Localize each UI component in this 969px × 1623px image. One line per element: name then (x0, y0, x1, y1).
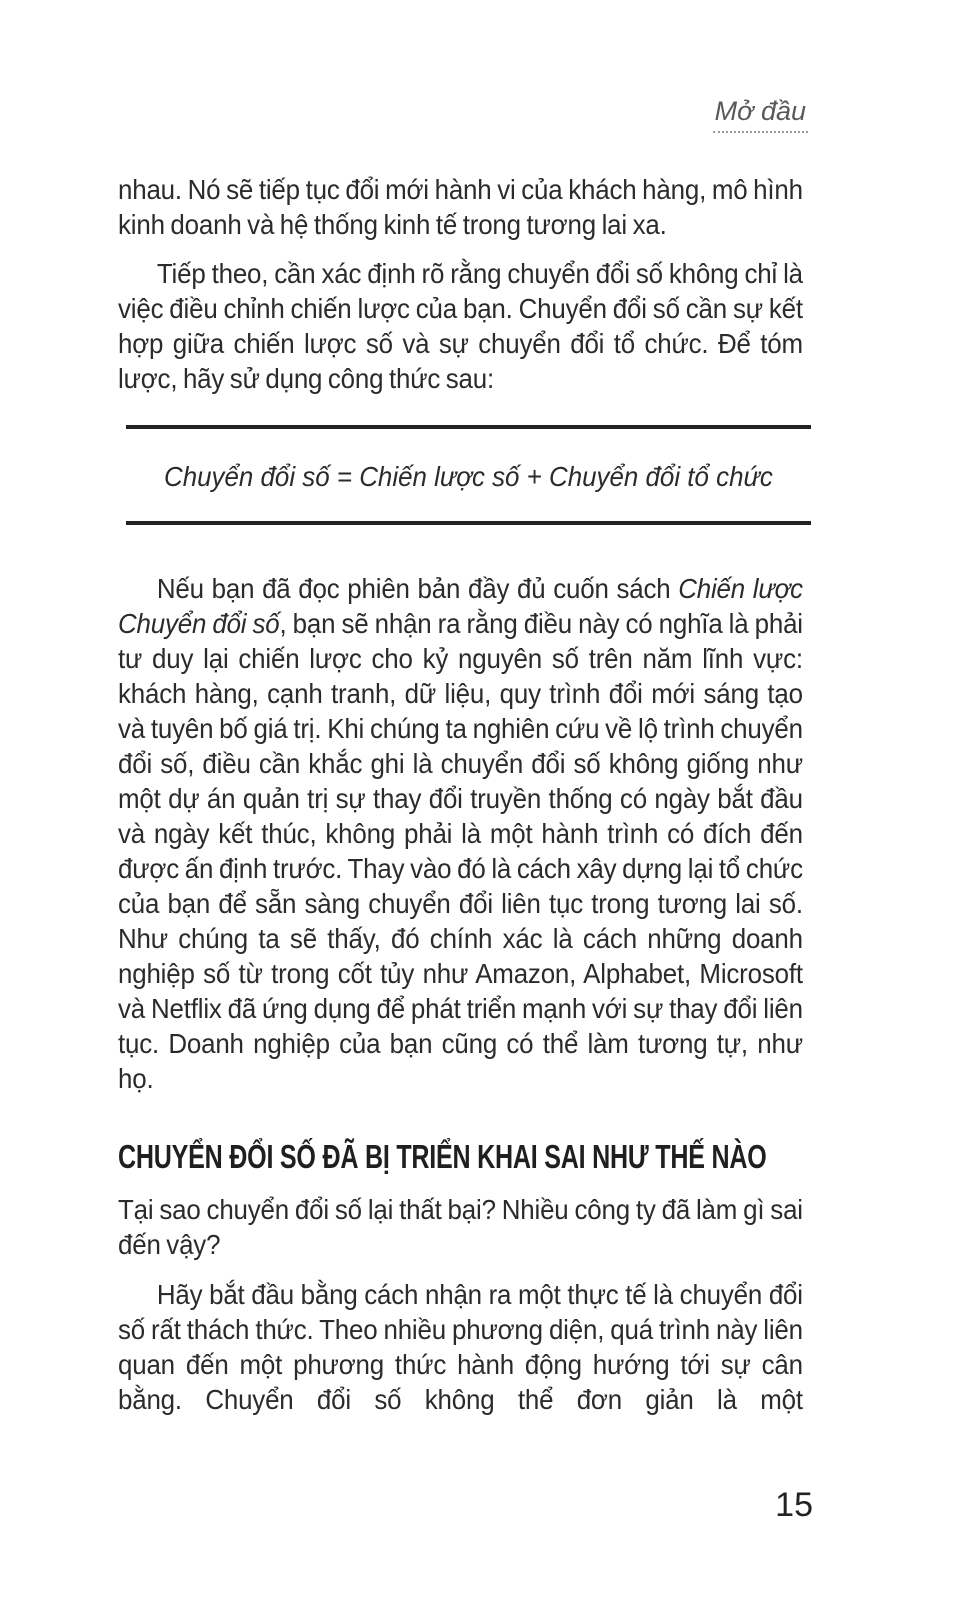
paragraph-definition: Tiếp theo, cần xác định rõ rằng chuyển đổi số không chỉ là việc điều chỉnh chiến lược của bạn. Chuyển đổi số cần sự kết hợp giữa chiến lược số và sự chuyển đổi tổ chức. Để tóm lược, hãy sử dụng công thức sau: (118, 258, 803, 394)
paragraph-question: Tại sao chuyển đổi số lại thất bại? Nhiều công ty đã làm gì sai đến vậy? (118, 1194, 803, 1260)
formula-text: Chuyển đổi số = Chiến lược số + Chuyển đổi tổ chức (163, 461, 773, 492)
section-heading (118, 1137, 808, 1177)
paragraph-continuation: nhau. Nó sẽ tiếp tục đổi mới hành vi của khách hàng, mô hình kinh doanh và hệ thống kinh tế trong tương lai xa. (118, 174, 803, 240)
text-block (118, 0, 808, 1417)
section-heading-text: CHUYỂN ĐỔI SỐ ĐÃ BỊ TRIỂN KHAI SAI NHƯ THẾ NÀO (118, 1138, 767, 1175)
paragraph-book-reference (118, 571, 803, 1096)
book-title: Chiến lược Chuyển đổi số (118, 573, 803, 639)
paragraph-book-reference-rest: , bạn sẽ nhận ra rằng điều này có nghĩa là phải tư duy lại chiến lược cho kỷ nguyên số trên năm lĩnh vực: khách hàng, cạnh tranh, dữ liệu, quy trình đổi mới sáng tạo và tuyên bố giá trị. Khi chúng ta nghiên cứu về lộ trình chuyển đổi số, điều cần khắc ghi là chuyển đổi số không giống như một dự án quản trị sự thay đổi truyền thống có ngày bắt đầu và ngày kết thúc, không phải là một hành trình có đích đến được ấn định trước. Thay vào đó là cách xây dựng lại tổ chức của bạn để sẵn sàng chuyển đổi liên tục trong tương lai số. Như chúng ta sẽ thấy, đó chính xác là cách những doanh nghiệp số từ trong cốt tủy như Amazon, Alphabet, Microsoft và Netflix đã ứng dụng để phát triển mạnh với sự thay đổi liên tục. Doanh nghiệp của bạn cũng có thể làm tương tự, như họ. (118, 608, 803, 1094)
page-number: 15 (775, 1486, 813, 1524)
paragraph-book-reference-lead: Nếu bạn đã đọc phiên bản đầy đủ cuốn sách (156, 573, 679, 604)
running-header (118, 96, 808, 133)
formula-callout (126, 425, 811, 525)
paragraph-challenge: Hãy bắt đầu bằng cách nhận ra một thực tế là chuyển đổi số rất thách thức. Theo nhiều phương diện, quá trình này liên quan đến một phương thức hành động hướng tới sự cân bằng. Chuyển đổi số không thể đơn giản là một (118, 1279, 803, 1415)
formula-line (126, 459, 811, 495)
running-header-title: Mở đầu (713, 96, 808, 133)
